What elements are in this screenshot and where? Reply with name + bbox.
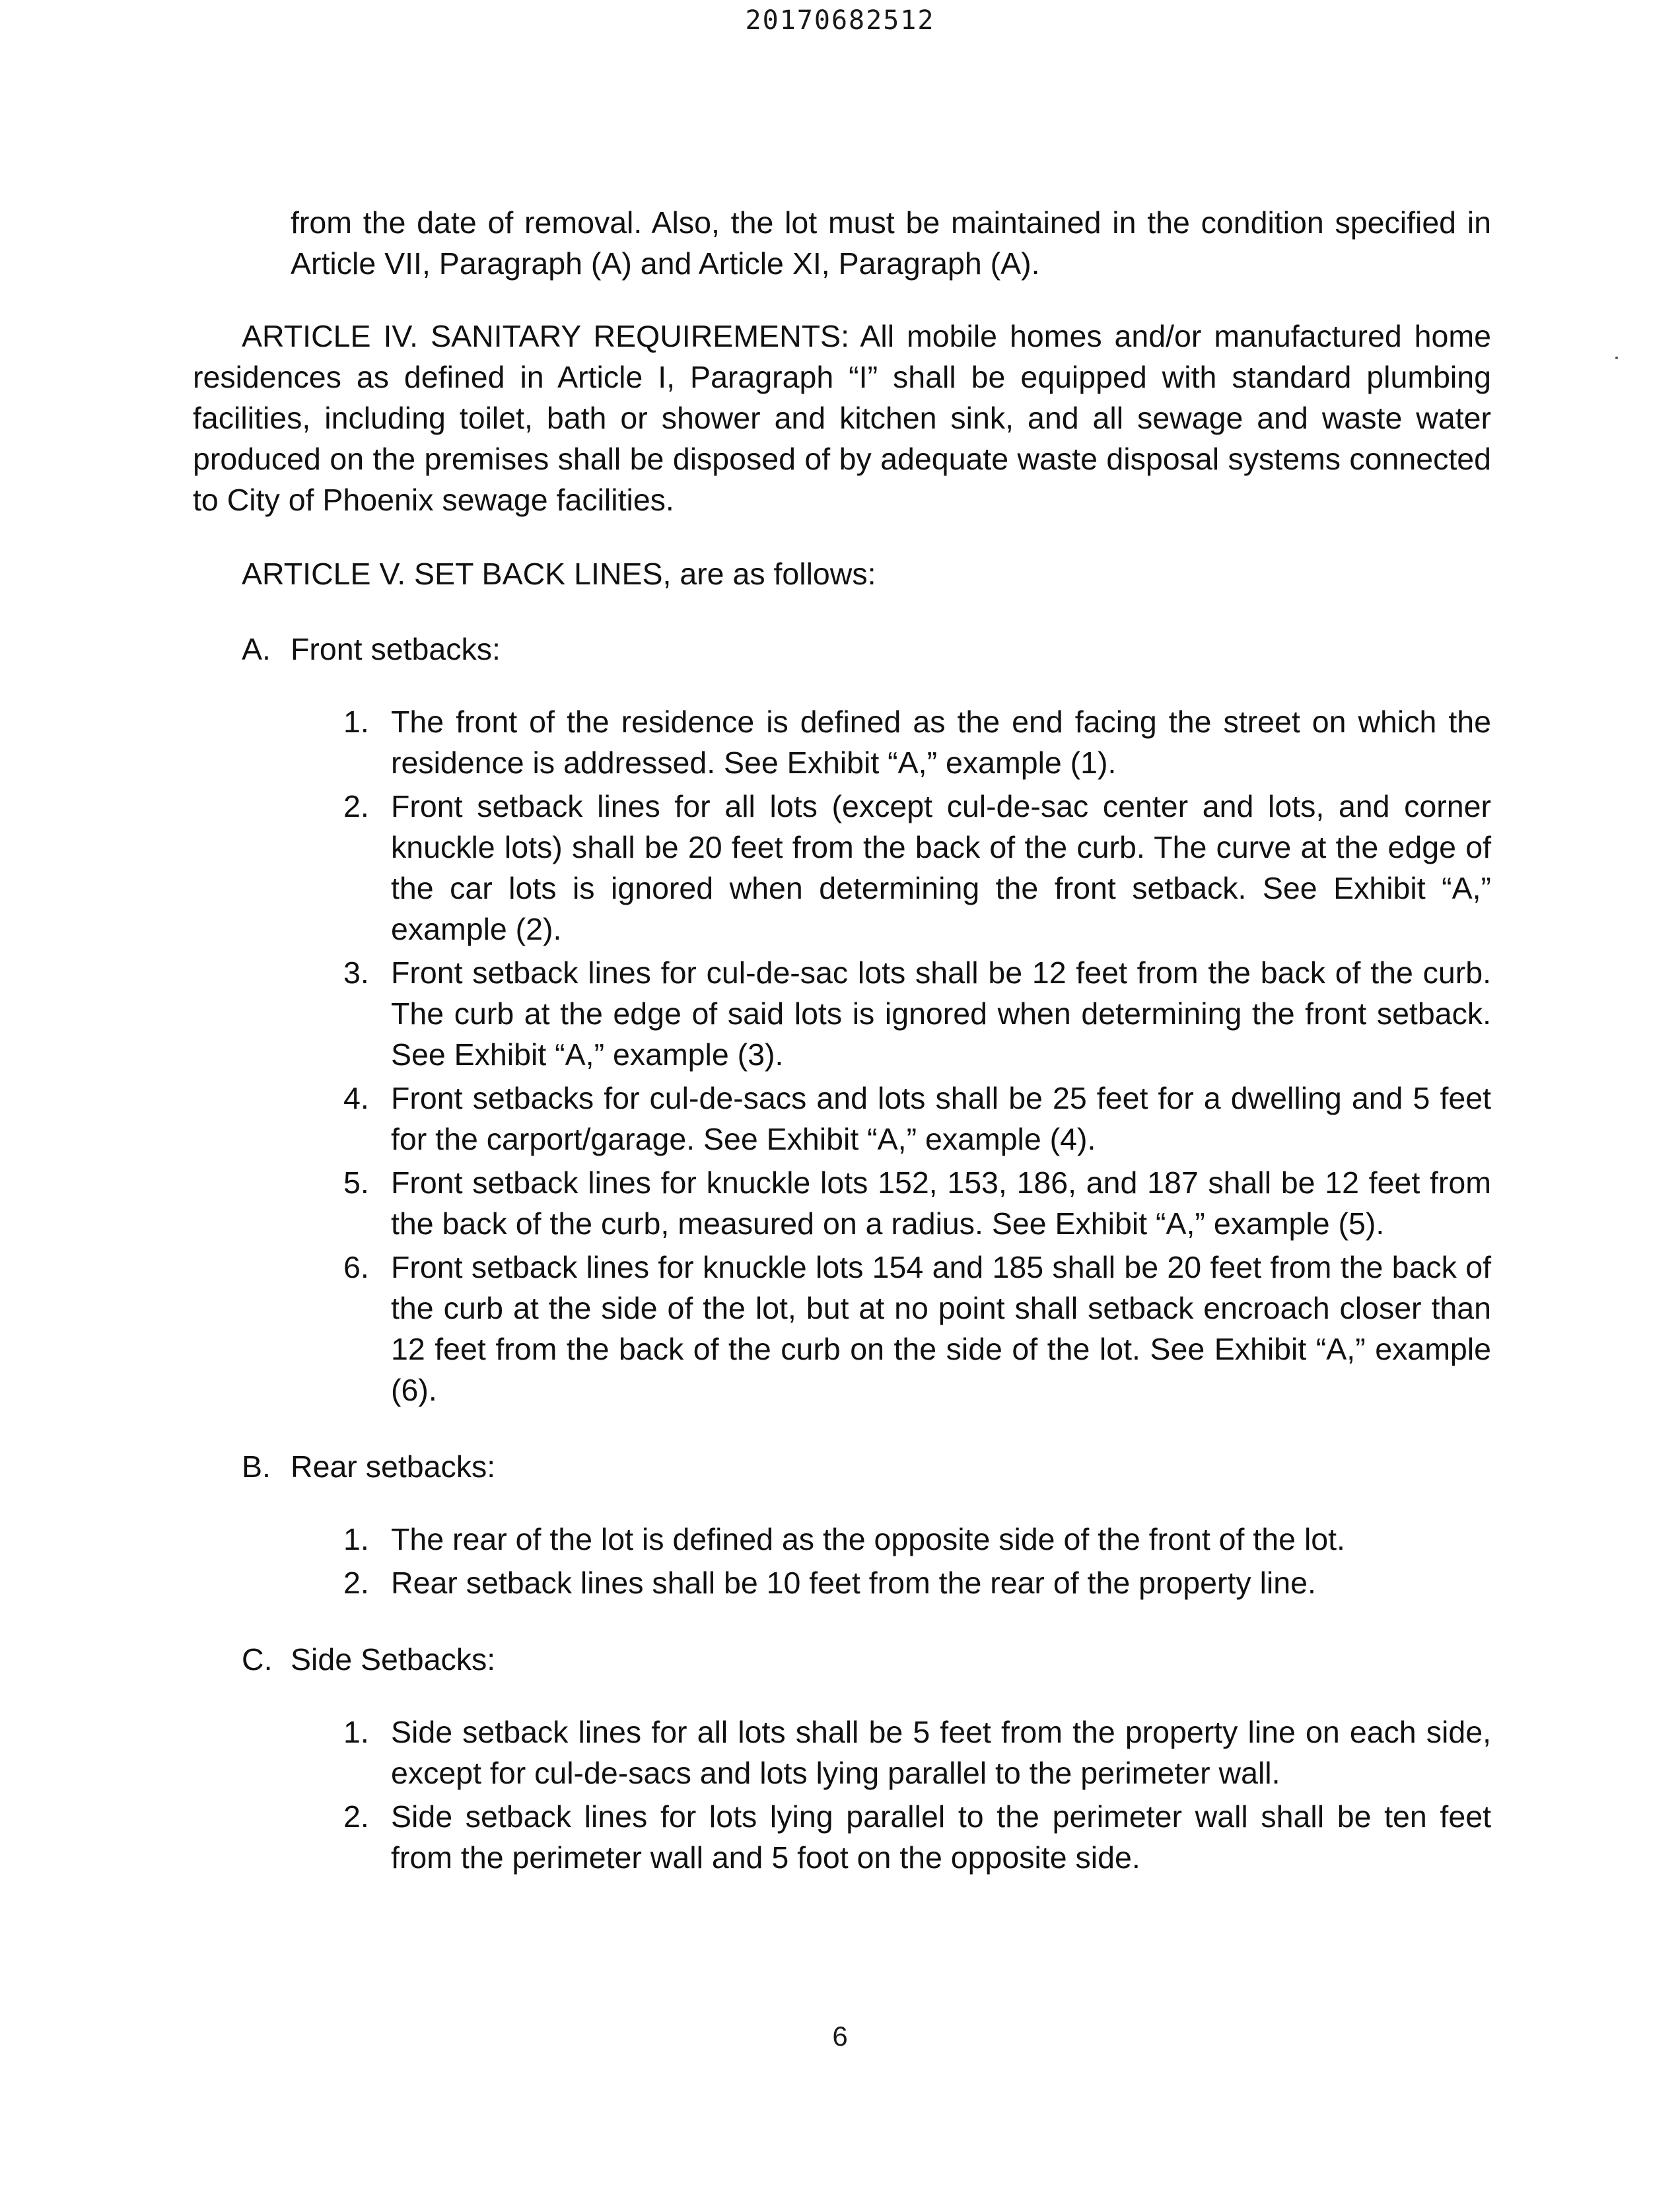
item-text: The rear of the lot is defined as the opposite side of the front of the lot. xyxy=(391,1522,1345,1556)
section-title: Front setbacks: xyxy=(291,632,501,666)
document-number: 20170682512 xyxy=(745,5,935,36)
item-text: Front setbacks for cul-de-sacs and lots shall be 25 feet for a dwelling and 5 feet for the carport/garage. See Exhibit “A,” example (4). xyxy=(391,1081,1491,1156)
front-setbacks-list xyxy=(193,701,1491,1410)
item-number: 1. xyxy=(343,1522,369,1556)
section-title: Rear setbacks: xyxy=(291,1449,496,1484)
section-title: Side Setbacks: xyxy=(291,1642,496,1677)
article-iv-paragraph: ARTICLE IV. SANITARY REQUIREMENTS: All mobile homes and/or manufactured home residences as defined in Article I, Paragraph “I” shall be equipped with standard plumbing facilities, including toilet, bath or shower and kitchen sink, and all sewage and waste water produced on the premises shall be disposed of by adequate waste disposal systems connected to City of Phoenix sewage facilities. xyxy=(193,319,1491,517)
item-text: Front setback lines for knuckle lots 154 and 185 shall be 20 feet from the back of the curb at the side of the lot, but at no point shall setback encroach closer than 12 feet from the back of the curb on the side of the lot. See Exhibit “A,” example (6). xyxy=(391,1250,1491,1407)
page-body xyxy=(193,202,1491,1881)
section-heading xyxy=(193,629,1491,670)
item-number: 2. xyxy=(343,789,369,823)
list-item xyxy=(193,786,1491,950)
side-setbacks-list xyxy=(193,1712,1491,1878)
item-text: Front setback lines for all lots (except cul-de-sac center and lots, and corner knuckle lots) shall be 20 feet from the back of the curb. The curve at the edge of the car lots is ignored when determining the front setback. See Exhibit “A,” example (2). xyxy=(391,789,1491,946)
item-number: 5. xyxy=(343,1165,369,1200)
list-item xyxy=(193,1712,1491,1793)
list-item xyxy=(193,952,1491,1075)
section-side-setbacks xyxy=(193,1639,1491,1878)
list-item xyxy=(193,1162,1491,1244)
item-number: 3. xyxy=(343,955,369,990)
item-text: The front of the residence is defined as the end facing the street on which the residence is addressed. See Exhibit “A,” example (1). xyxy=(391,705,1491,780)
item-text: Rear setback lines shall be 10 feet from the rear of the property line. xyxy=(391,1566,1316,1600)
section-front-setbacks xyxy=(193,629,1491,1410)
list-item xyxy=(193,1078,1491,1160)
item-number: 2. xyxy=(343,1799,369,1834)
item-text: Side setback lines for all lots shall be 5 feet from the property line on each side, except for cul-de-sacs and lots lying parallel to the perimeter wall. xyxy=(391,1715,1491,1790)
scan-speck xyxy=(1615,357,1618,359)
list-item xyxy=(193,1796,1491,1878)
item-number: 2. xyxy=(343,1566,369,1600)
item-text: Front setback lines for knuckle lots 152, 153, 186, and 187 shall be 12 feet from the back of the curb, measured on a radius. See Exhibit “A,” example (5). xyxy=(391,1165,1491,1241)
section-heading xyxy=(193,1639,1491,1680)
item-text: Side setback lines for lots lying parallel to the perimeter wall shall be ten feet from the perimeter wall and 5 foot on the opposite side. xyxy=(391,1799,1491,1875)
section-rear-setbacks xyxy=(193,1446,1491,1603)
item-number: 4. xyxy=(343,1081,369,1115)
page-number: 6 xyxy=(832,2021,848,2052)
article-v-heading: ARTICLE V. SET BACK LINES, are as follows: xyxy=(242,557,876,591)
item-text: Front setback lines for cul-de-sac lots shall be 12 feet from the back of the curb. The curb at the edge of said lots is ignored when determining the front setback. See Exhibit “A,” example (3). xyxy=(391,955,1491,1072)
list-item xyxy=(193,1247,1491,1410)
item-number: 1. xyxy=(343,1715,369,1749)
list-item xyxy=(193,701,1491,783)
intro-paragraph: from the date of removal. Also, the lot must be maintained in the condition specified in Article VII, Paragraph (A) and Article XI, Paragraph (A). xyxy=(291,205,1491,281)
section-heading xyxy=(193,1446,1491,1487)
item-number: 6. xyxy=(343,1250,369,1284)
list-item xyxy=(193,1562,1491,1603)
item-number: 1. xyxy=(343,705,369,739)
section-letter: B. xyxy=(242,1449,271,1484)
section-letter: A. xyxy=(242,632,271,666)
section-letter: C. xyxy=(242,1642,273,1677)
rear-setbacks-list xyxy=(193,1519,1491,1603)
list-item xyxy=(193,1519,1491,1560)
